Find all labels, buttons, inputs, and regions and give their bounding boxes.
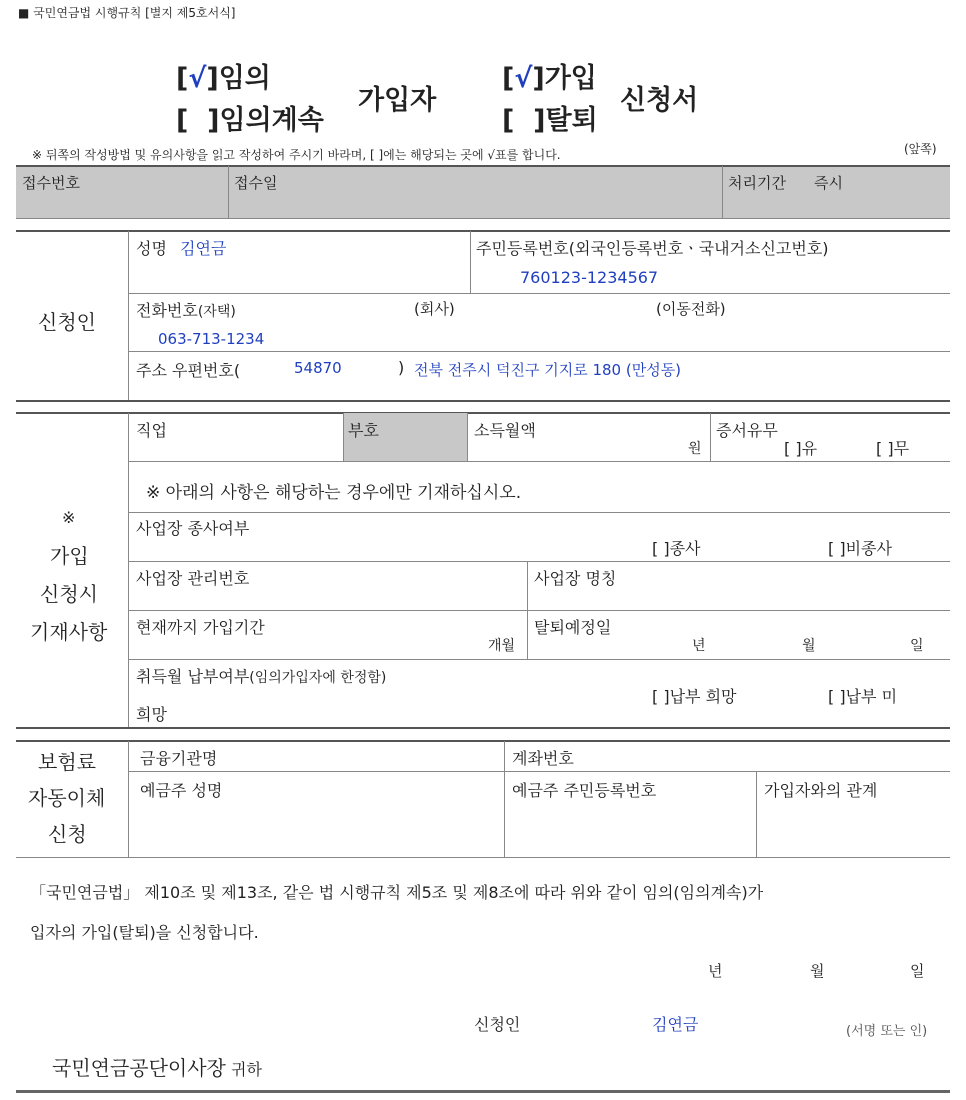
pay-yes-checkbox[interactable]: [ ]납부 희망: [652, 687, 737, 706]
title-option-voluntary[interactable]: [√]임의: [176, 63, 271, 94]
check-mark-icon: √: [188, 63, 207, 94]
title-opt3-label: 가입: [544, 63, 597, 94]
date-year: 년: [708, 962, 723, 980]
bank-name-label: 금융기관명: [140, 749, 218, 768]
receipt-date-label: 접수일: [234, 174, 278, 192]
address-label: 주소 우편번호(: [136, 361, 241, 380]
declaration-line-1: 「국민연금법」 제10조 및 제13조, 같은 법 시행규칙 제5조 및 제8조에 따라 위와 같이 임의(임의계속)가: [30, 883, 764, 902]
phone-mobile-label: (이동전화): [656, 300, 726, 318]
page-side-label: (앞쪽): [904, 142, 937, 156]
job-label: 직업: [136, 421, 167, 440]
rrn-label: 주민등록번호(외국인등록번호ㆍ국내거소신고번호): [476, 239, 829, 258]
postal-code-value[interactable]: 54870: [294, 359, 342, 377]
applicant-section-label: 신청인: [38, 310, 96, 334]
relation-label: 가입자와의 관계: [764, 781, 878, 800]
addressee: [52, 1052, 262, 1081]
phone-work-label: (회사): [414, 300, 455, 318]
income-label: 소득월액: [474, 421, 536, 440]
period-unit: 개월: [488, 638, 516, 654]
addressee-name: 국민연금공단이사장: [52, 1056, 226, 1080]
pay-no-continued: 희망: [136, 705, 167, 724]
pay-label: [136, 664, 386, 687]
date-day: 일: [910, 962, 925, 980]
join-section-label-1: 가입: [50, 544, 89, 568]
rrn-value[interactable]: 760123-1234567: [520, 268, 659, 287]
workplace-no-checkbox[interactable]: [ ]비종사: [828, 539, 892, 558]
signature-label: 신청인: [474, 1015, 521, 1034]
withdraw-month: 월: [802, 638, 816, 654]
signature-note: (서명 또는 인): [846, 1024, 928, 1039]
autopay-label-2: 자동이체: [28, 786, 106, 810]
title-end: 신청서: [620, 85, 699, 116]
autopay-label-1: 보험료: [38, 750, 96, 774]
name-label: 성명: [136, 239, 167, 258]
autopay-label-3: 신청: [48, 822, 87, 846]
pay-label-text: 취득월 납부여부: [136, 667, 250, 686]
instruction-note: ※ 뒤쪽의 작성방법 및 유의사항을 읽고 작성하여 주시기 바라며, [ ]에는 해당되는 곳에 √표를 합니다.: [32, 148, 561, 162]
title-opt4-label: 탈퇴: [545, 105, 598, 136]
phone-home-label: (자택): [197, 304, 236, 320]
conditional-notice: ※ 아래의 사항은 해당하는 경우에만 기재하십시오.: [146, 483, 522, 503]
receipt-bar: [16, 166, 950, 218]
phone-label-text: 전화번호: [136, 301, 198, 320]
addressee-suffix: 귀하: [230, 1060, 262, 1079]
symbol-label: 부호: [348, 421, 379, 440]
holder-name-label: 예금주 성명: [140, 781, 223, 800]
pay-no-checkbox[interactable]: [ ]납부 미: [828, 687, 898, 706]
phone-home-value[interactable]: 063-713-1234: [158, 330, 265, 348]
certificate-label: 증서유무: [716, 421, 778, 440]
title-opt1-label: 임의: [218, 63, 271, 94]
check-mark-icon: √: [514, 63, 533, 94]
join-section-label-2: 신청시: [40, 582, 98, 606]
name-value[interactable]: 김연금: [180, 239, 227, 258]
declaration-line-2: 입자의 가입(탈퇴)을 신청합니다.: [30, 923, 259, 942]
income-unit: 원: [688, 441, 702, 457]
signature-name[interactable]: 김연금: [652, 1015, 699, 1034]
certificate-no-checkbox[interactable]: [ ]무: [876, 439, 910, 458]
date-month: 월: [810, 962, 825, 980]
phone-label: [136, 298, 236, 321]
address-close-paren: ): [398, 358, 405, 377]
period-label: 현재까지 가입기간: [136, 618, 265, 637]
join-section-label-3: 기재사항: [30, 620, 108, 644]
workplace-yes-checkbox[interactable]: [ ]종사: [652, 539, 701, 558]
holder-rrn-label: 예금주 주민등록번호: [512, 781, 657, 800]
withdraw-date-label: 탈퇴예정일: [534, 618, 612, 637]
processing-period-label: 처리기간: [728, 174, 786, 192]
form-reference: ■ 국민연금법 시행규칙 [별지 제5호서식]: [18, 6, 236, 20]
withdraw-day: 일: [910, 638, 924, 654]
workplace-name-label: 사업장 명칭: [534, 569, 617, 588]
receipt-number-label: 접수번호: [22, 174, 80, 192]
title-option-join[interactable]: [√]가입: [502, 63, 597, 94]
title-option-continued[interactable]: [ ]임의계속: [176, 105, 324, 136]
title-option-withdraw[interactable]: [ ]탈퇴: [502, 105, 598, 136]
workplace-label: 사업장 종사여부: [136, 519, 250, 538]
certificate-yes-checkbox[interactable]: [ ]유: [784, 439, 818, 458]
address-value[interactable]: 전북 전주시 덕진구 기지로 180 (만성동): [414, 361, 682, 379]
pay-note: (임의가입자에 한정함): [249, 670, 387, 686]
title-opt2-label: 임의계속: [219, 105, 324, 136]
processing-period-value: 즉시: [814, 174, 843, 192]
join-section-mark: ※: [62, 508, 76, 527]
title-subject: 가입자: [358, 85, 437, 116]
withdraw-year: 년: [692, 638, 706, 654]
account-number-label: 계좌번호: [512, 749, 574, 768]
mgmt-number-label: 사업장 관리번호: [136, 569, 250, 588]
